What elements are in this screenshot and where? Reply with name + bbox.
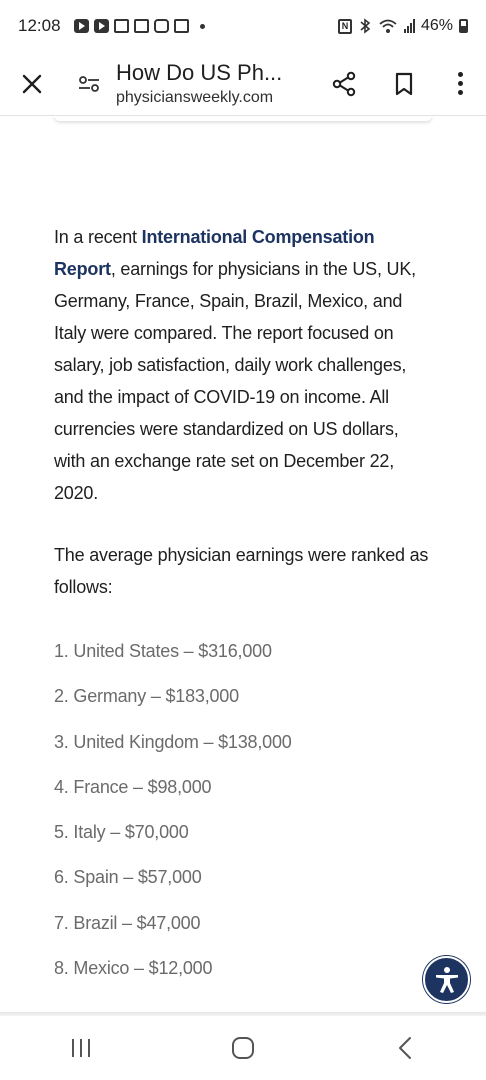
bookmark-icon — [394, 72, 414, 96]
cell-signal-icon — [404, 19, 415, 33]
battery-icon — [459, 19, 468, 33]
ranking-item: 7. Brazil – $47,000 — [54, 912, 201, 933]
system-navigation-bar — [0, 1016, 486, 1080]
ranking-item: 4. France – $98,000 — [54, 776, 212, 797]
close-icon — [22, 74, 42, 94]
battery-percent: 46% — [420, 17, 453, 34]
ranking-item: 5. Italy – $70,000 — [54, 822, 189, 843]
title-block[interactable] — [114, 60, 314, 107]
accessibility-icon — [432, 965, 462, 995]
status-time: 12:08 — [18, 16, 61, 35]
youtube-notification-icon — [74, 19, 89, 33]
home-icon — [231, 1036, 255, 1060]
nfc-icon: N — [338, 19, 352, 34]
home-button[interactable] — [203, 1016, 283, 1080]
close-button[interactable] — [0, 52, 64, 116]
page-settings-button[interactable] — [64, 52, 114, 116]
status-right — [338, 17, 468, 35]
news-notification-icon — [114, 19, 129, 33]
news-notification-icon — [134, 19, 149, 33]
ranking-item: 2. Germany – $183,000 — [54, 686, 239, 707]
accessibility-button[interactable] — [423, 956, 470, 1003]
more-options-button[interactable] — [434, 52, 486, 116]
back-button[interactable] — [365, 1016, 445, 1080]
ranking-item: 1. United States – $316,000 — [54, 641, 272, 661]
compensation-report-link[interactable]: International Compensation Report — [54, 227, 375, 279]
bookmark-button[interactable] — [374, 52, 434, 116]
ranking-item: 8. Mexico – $12,000 — [54, 958, 213, 979]
back-icon — [397, 1036, 413, 1060]
recent-apps-button[interactable] — [41, 1016, 121, 1080]
more-notifications-dot-icon — [200, 24, 205, 29]
intro-prefix: In a recent — [54, 227, 142, 247]
news-notification-icon — [174, 19, 189, 33]
status-left — [18, 16, 205, 36]
earnings-ranking-list — [54, 641, 292, 1003]
wifi-icon — [378, 18, 398, 34]
share-button[interactable] — [314, 52, 374, 116]
recent-apps-icon — [69, 1037, 93, 1059]
instagram-notification-icon — [154, 19, 169, 33]
intro-paragraph — [54, 221, 434, 509]
tune-icon — [77, 74, 101, 94]
bluetooth-icon — [358, 18, 372, 34]
status-bar — [0, 0, 486, 52]
custom-tab-toolbar — [0, 52, 486, 116]
share-icon — [331, 71, 357, 97]
more-vert-icon — [458, 72, 463, 95]
youtube-notification-icon — [94, 19, 109, 33]
page-title: How Do US Ph... — [116, 60, 283, 85]
ranking-item: 6. Spain – $57,000 — [54, 867, 202, 888]
ranking-item: 3. United Kingdom – $138,000 — [54, 731, 292, 752]
card-edge — [54, 117, 432, 121]
article-content — [0, 117, 486, 1013]
ranking-intro-paragraph: The average physician earnings were ranked as follows: — [54, 545, 429, 597]
page-url: physiciansweekly.com — [116, 89, 274, 106]
intro-suffix: , earnings for physicians in the US, UK, Germany, France, Spain, Brazil, Mexico, and Italy were compared. The report focused on salary, job satisfaction, daily work challenges, and the impact of COVID-19 on income. All currencies were standardized on US dollars, with an exchange rate set on December 22, 2020. — [54, 259, 416, 503]
